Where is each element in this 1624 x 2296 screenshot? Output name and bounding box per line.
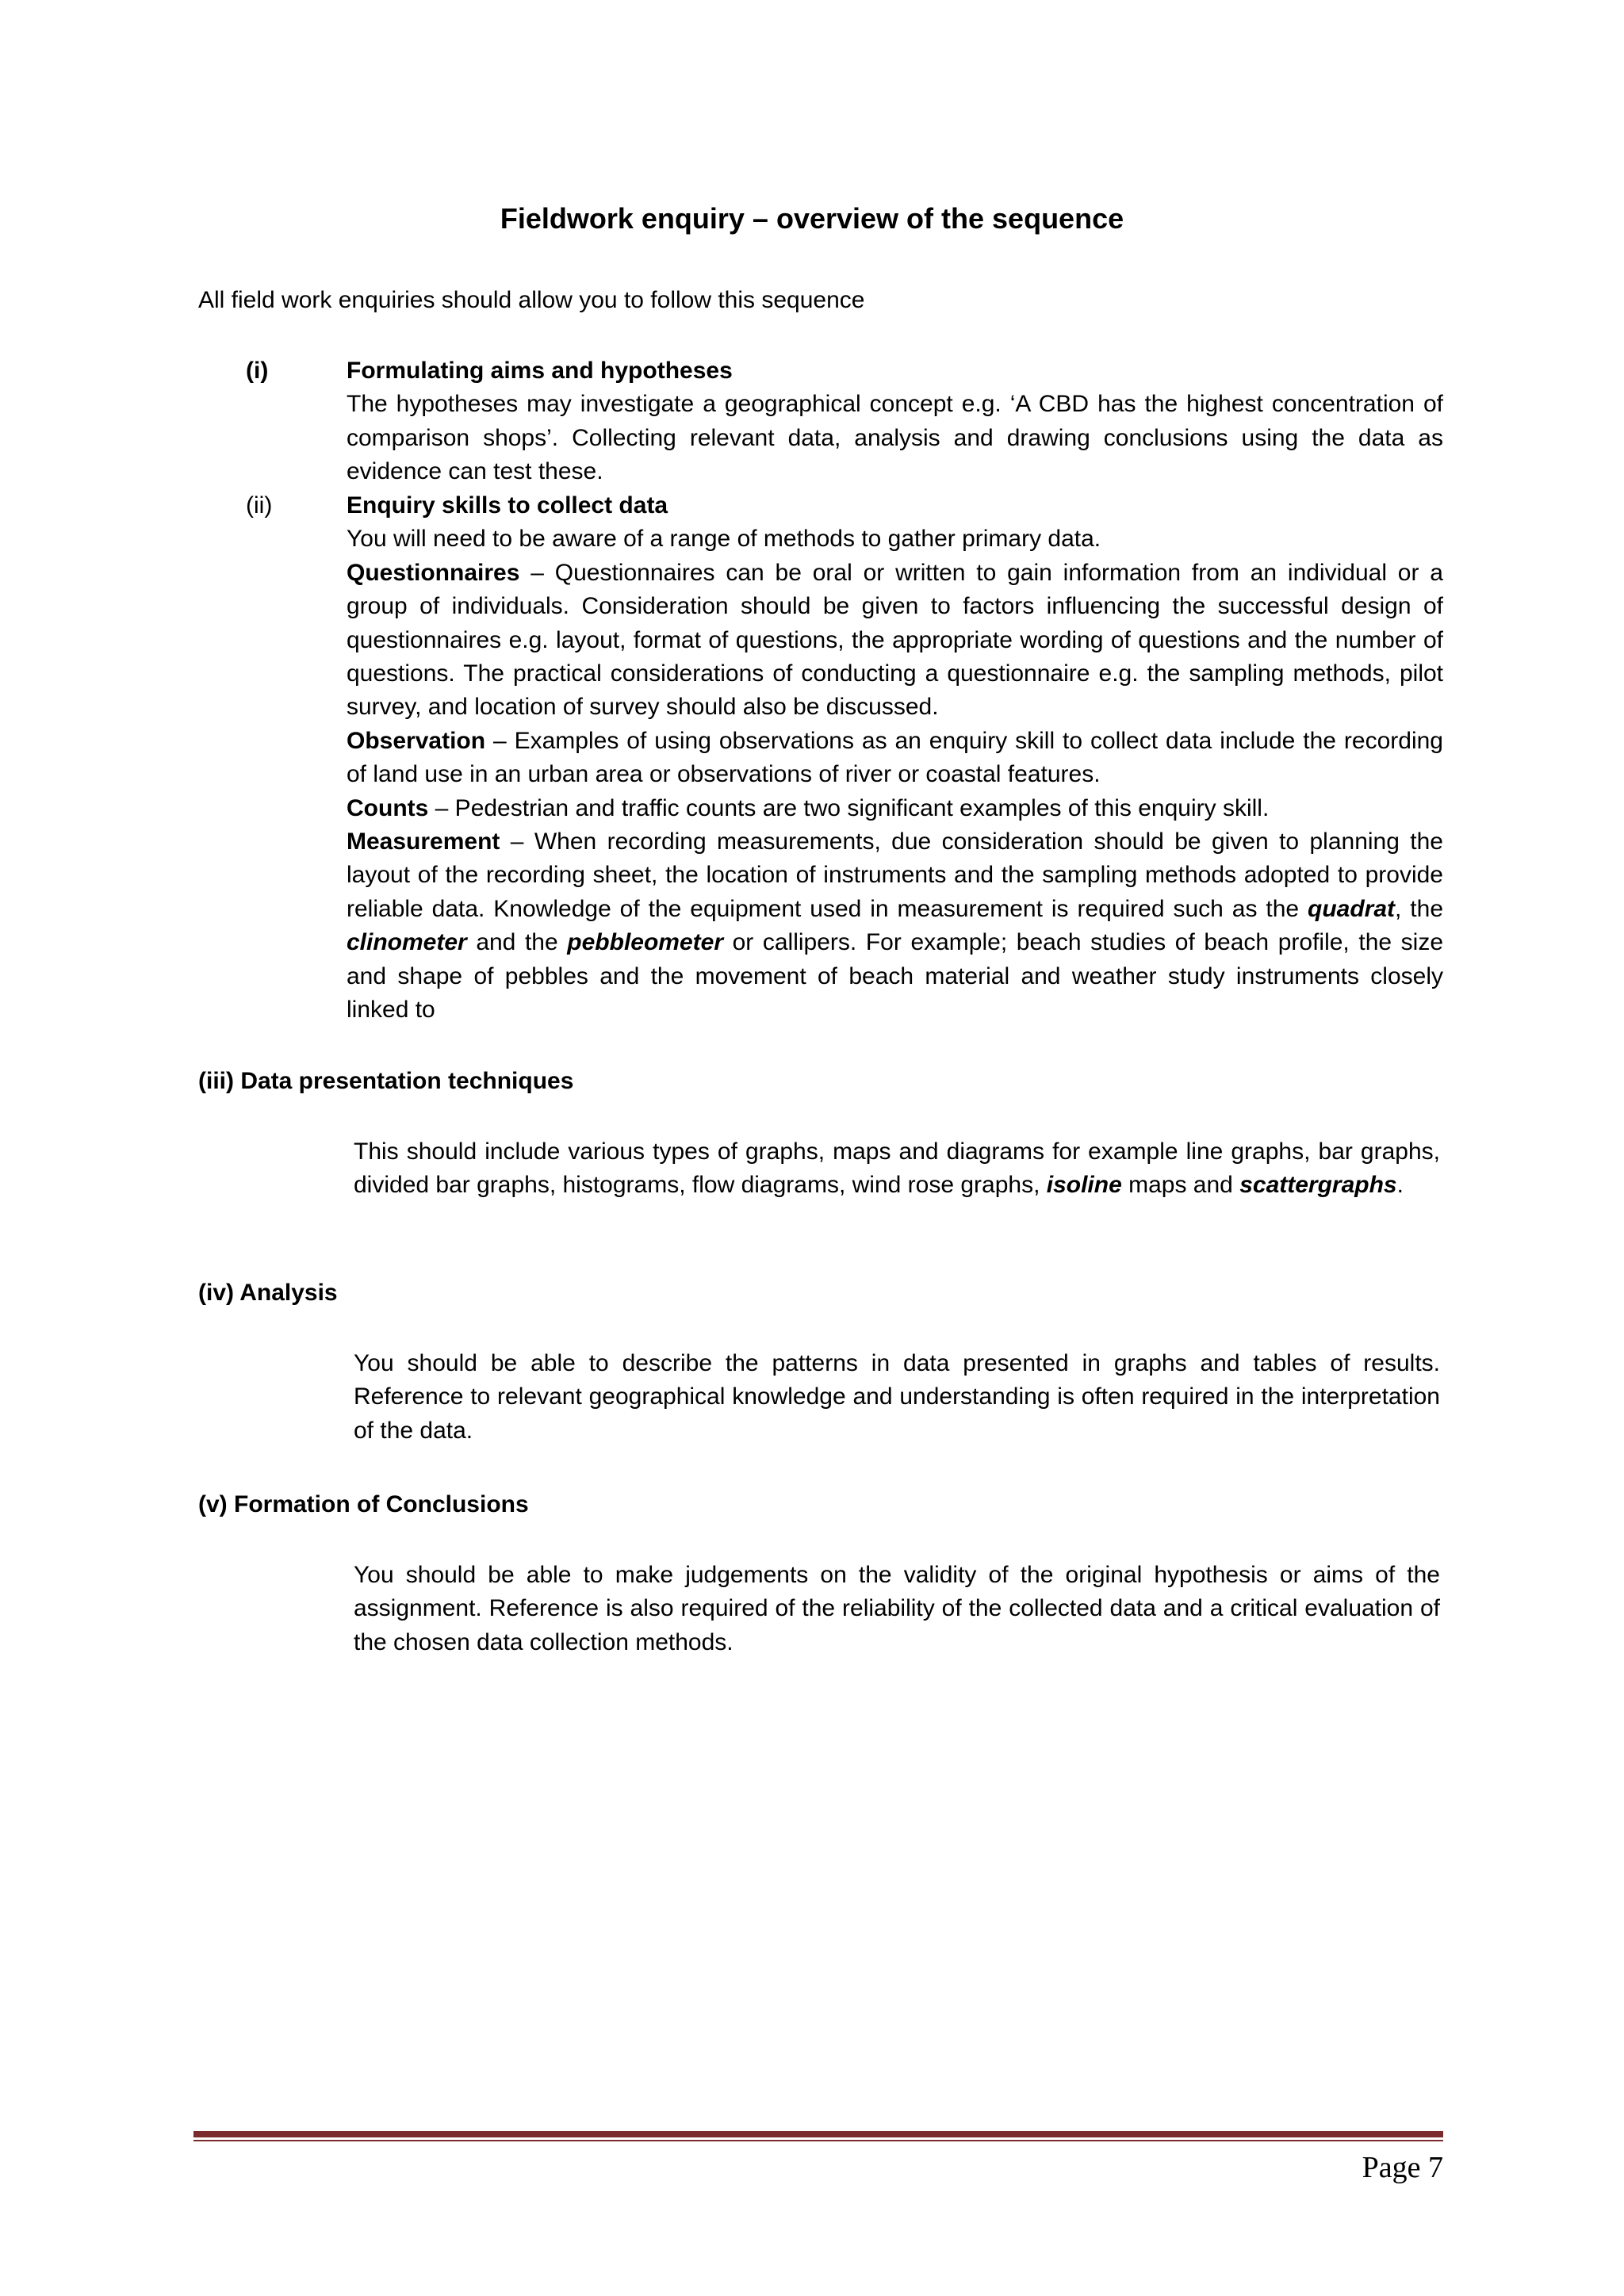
questionnaires-paragraph bbox=[347, 557, 1443, 725]
observation-paragraph bbox=[347, 725, 1443, 792]
counts-paragraph bbox=[347, 792, 1443, 825]
term-pebbleometer: pebbleometer bbox=[567, 929, 723, 956]
section-iv-text: You should be able to describe the patterns in data presented in graphs and tables of results. Reference to relevant geographical knowledge and understanding is often required in the interpretation of the data. bbox=[354, 1350, 1440, 1444]
section-iv-heading: (iv) Analysis bbox=[198, 1280, 338, 1306]
section-i-heading: Formulating aims and hypotheses bbox=[347, 358, 733, 384]
term-scattergraphs: scattergraphs bbox=[1239, 1172, 1397, 1199]
section-iii-heading: (iii) Data presentation techniques bbox=[198, 1068, 574, 1094]
section-iii-text-2: maps and bbox=[1121, 1172, 1240, 1199]
measurement-text-3: and the bbox=[466, 929, 568, 956]
measurement-text-2: , the bbox=[1395, 895, 1443, 922]
section-i-body bbox=[347, 354, 1443, 489]
section-iii-text-3: . bbox=[1396, 1172, 1404, 1199]
section-ii-number: (ii) bbox=[246, 492, 273, 519]
footer-rule bbox=[193, 2131, 1443, 2137]
measurement-label: Measurement bbox=[347, 828, 500, 855]
section-iii-text-1: This should include various types of graphs, maps and diagrams for example line graphs, bar graphs, divided bar graphs, histograms, flow diagrams, wind rose graphs, bbox=[354, 1138, 1440, 1199]
questionnaires-label: Questionnaires bbox=[347, 559, 520, 586]
section-v-heading: (v) Formation of Conclusions bbox=[198, 1491, 529, 1517]
section-i-text: The hypotheses may investigate a geographical concept e.g. ‘A CBD has the highest concentration of comparison shops’. Collecting relevant data, analysis and drawing conclusions using the data as evidence can test these. bbox=[347, 391, 1443, 485]
questionnaires-text: – Questionnaires can be oral or written to gain information from an individual or a group of individuals. Consideration should be given to factors influencing the successful design of questionnaires e.g. layout, format of questions, the appropriate wording of questions and the number of questions. The practical considerations of conducting a questionnaire e.g. the sampling methods, pilot survey, and location of survey should also be discussed. bbox=[347, 559, 1443, 721]
measurement-paragraph bbox=[347, 825, 1443, 1027]
term-clinometer: clinometer bbox=[347, 929, 467, 956]
section-ii bbox=[198, 489, 1443, 1027]
section-ii-text: You will need to be aware of a range of methods to gather primary data. bbox=[347, 526, 1101, 553]
page-number: Page 7 bbox=[1362, 2151, 1443, 2184]
intro-text: All field work enquiries should allow you to follow this sequence bbox=[198, 287, 865, 313]
observation-label: Observation bbox=[347, 727, 486, 754]
section-i-number: (i) bbox=[246, 358, 269, 384]
term-quadrat: quadrat bbox=[1308, 895, 1396, 922]
measurement-text-1: – When recording measurements, due consideration should be given to planning the layout of the recording sheet, the location of instruments and the sampling methods adopted to provide reliable data. Knowledge of the equipment used in measurement is required such as the bbox=[347, 828, 1443, 922]
section-iii-text bbox=[354, 1135, 1440, 1203]
section-ii-body bbox=[347, 489, 1443, 1027]
footer-rule-thin bbox=[193, 2140, 1443, 2141]
observation-text: – Examples of using observations as an enquiry skill to collect data include the recording of land use in an urban area or observations of river or coastal features. bbox=[347, 727, 1443, 788]
page-title: Fieldwork enquiry – overview of the sequence bbox=[500, 202, 1124, 235]
section-v-text: You should be able to make judgements on the validity of the original hypothesis or aims of the assignment. Reference is also required of the reliability of the collected data and a critical evaluation of the chosen data collection methods. bbox=[354, 1562, 1440, 1655]
measurement-text-4: or callipers. For example; beach studies of beach profile, the size and shape of pebbles and the movement of beach material and weather study instruments closely linked to bbox=[347, 929, 1444, 1024]
section-ii-heading: Enquiry skills to collect data bbox=[347, 492, 668, 519]
counts-label: Counts bbox=[347, 794, 429, 821]
section-i bbox=[198, 354, 1443, 489]
term-isoline: isoline bbox=[1046, 1172, 1122, 1199]
counts-text: – Pedestrian and traffic counts are two significant examples of this enquiry skill. bbox=[428, 794, 1270, 821]
